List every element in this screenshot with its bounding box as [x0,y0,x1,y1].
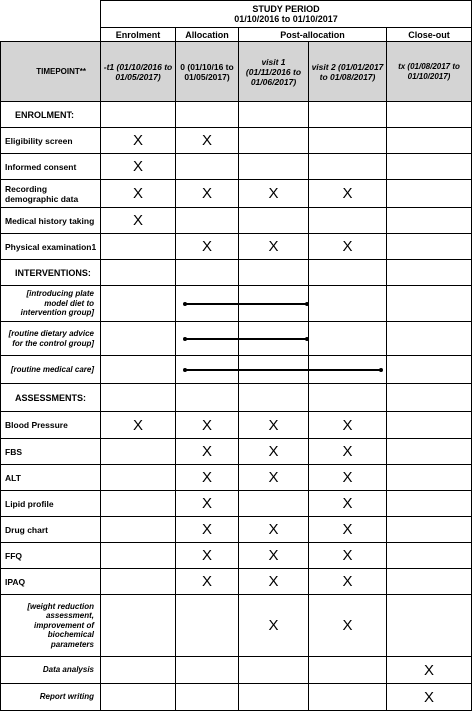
row-label: Medical history taking [1,208,101,234]
phase-allocation: Allocation [176,28,239,42]
x-mark: X [201,469,212,486]
interventions-section-title: INTERVENTIONS: [1,260,101,286]
schedule-cell [101,208,176,234]
schedule-cell [239,684,309,711]
table-row [1,595,472,657]
schedule-cell [239,412,309,439]
timepoint-row [1,42,472,102]
table-row [1,234,472,260]
timepoint-allocation: 0 (01/10/16 to 01/05/2017) [176,42,239,102]
schedule-cell [101,517,176,543]
empty-cell [239,102,309,128]
x-mark: X [268,617,279,634]
x-mark: X [342,617,353,634]
schedule-cell [309,412,387,439]
table-row [1,569,472,595]
x-mark: X [201,185,212,202]
schedule-cell [239,569,309,595]
schedule-cell [309,657,387,684]
table-row [1,465,472,491]
empty-cell [176,384,239,412]
empty-cell [239,260,309,286]
phase-post-allocation: Post-allocation [239,28,387,42]
x-mark: X [268,416,279,434]
blank-corner [1,1,101,28]
empty-cell [309,260,387,286]
schedule-cell [176,439,239,465]
table-body [1,1,472,711]
schedule-cell [101,465,176,491]
schedule-cell [101,491,176,517]
x-mark: X [132,185,143,202]
schedule-cell [176,491,239,517]
schedule-cell [309,234,387,260]
empty-cell [101,102,176,128]
intervention-span-endpoint [183,337,187,341]
table-row [1,491,472,517]
row-label: FFQ [1,543,101,569]
x-mark: X [342,573,353,590]
x-mark: X [268,469,279,486]
enrolment-section-row [1,102,472,128]
intervention-span-line [185,303,307,305]
schedule-cell [387,657,472,684]
phase-close-out: Close-out [387,28,472,42]
schedule-cell [309,491,387,517]
empty-cell [309,102,387,128]
row-label: Data analysis [1,657,101,684]
table-row [1,128,472,154]
schedule-cell [239,208,309,234]
x-mark: X [423,661,434,679]
schedule-cell [101,412,176,439]
schedule-cell [309,439,387,465]
x-mark: X [201,132,212,149]
intervention-span-line [185,338,307,340]
schedule-cell [239,595,309,657]
schedule-cell [387,322,472,356]
row-label: Eligibility screen [1,128,101,154]
schedule-cell [309,569,387,595]
x-mark: X [342,495,353,512]
schedule-cell [309,154,387,180]
table-row [1,412,472,439]
schedule-cell [309,595,387,657]
schedule-cell [387,465,472,491]
x-mark: X [423,688,434,706]
table-row [1,684,472,711]
intervention-span-endpoint [183,302,187,306]
schedule-cell [309,128,387,154]
schedule-cell [176,180,239,208]
intervention-span-line [185,369,381,371]
enrolment-section-title: ENROLMENT: [1,102,101,128]
x-mark: X [342,238,353,255]
x-mark: X [342,521,353,538]
assessments-section-title: ASSESSMENTS: [1,384,101,412]
schedule-cell [309,517,387,543]
schedule-cell [176,569,239,595]
schedule-cell [387,491,472,517]
empty-cell [309,384,387,412]
schedule-cell [239,543,309,569]
x-mark: X [201,573,212,590]
schedule-cell [309,208,387,234]
schedule-cell [101,128,176,154]
schedule-cell [387,412,472,439]
x-mark: X [132,416,143,434]
schedule-cell [101,684,176,711]
schedule-cell [101,569,176,595]
schedule-cell [101,657,176,684]
schedule-cell [309,322,387,356]
row-label: Physical examination1 [1,234,101,260]
x-mark: X [268,573,279,590]
intervention-label: [routine dietary advice for the control group] [1,322,101,356]
schedule-cell [176,208,239,234]
schedule-cell [387,517,472,543]
empty-cell [239,384,309,412]
empty-cell [387,102,472,128]
row-label: Recording demographic data [1,180,101,208]
schedule-cell [309,465,387,491]
empty-cell [387,260,472,286]
table-row [1,439,472,465]
row-label: Blood Pressure [1,412,101,439]
schedule-cell [387,180,472,208]
x-mark: X [201,547,212,564]
schedule-cell [176,234,239,260]
x-mark: X [132,132,143,149]
table-row [1,154,472,180]
x-mark: X [201,416,212,434]
row-label: ALT [1,465,101,491]
schedule-cell [176,595,239,657]
x-mark: X [342,469,353,486]
schedule-cell [387,543,472,569]
schedule-cell [176,657,239,684]
schedule-cell [101,234,176,260]
schedule-cell [387,286,472,322]
timepoint-label: TIMEPOINT** [1,42,101,102]
table-row [1,543,472,569]
intervention-span-endpoint [183,368,187,372]
schedule-cell [387,154,472,180]
assessments-section-row [1,384,472,412]
empty-cell [101,384,176,412]
x-mark: X [342,547,353,564]
schedule-cell [239,128,309,154]
phase-enrolment: Enrolment [101,28,176,42]
schedule-cell [387,208,472,234]
table-row [1,657,472,684]
empty-cell [176,102,239,128]
schedule-cell [101,356,176,384]
schedule-cell [387,439,472,465]
intervention-span-endpoint [305,337,309,341]
schedule-cell [239,657,309,684]
schedule-cell [387,356,472,384]
interventions-section-row [1,260,472,286]
schedule-cell [387,569,472,595]
timepoint-visit-2: visit 2 (01/01/2017 to 01/08/2017) [309,42,387,102]
timepoint-visit-1: visit 1 (01/11/2016 to 01/06/2017) [239,42,309,102]
schedule-cell [239,154,309,180]
x-mark: X [132,212,143,229]
table-row [1,180,472,208]
x-mark: X [201,443,212,460]
schedule-cell [387,234,472,260]
schedule-cell [387,684,472,711]
schedule-cell [176,128,239,154]
schedule-cell [176,465,239,491]
intervention-label: [introducing plate model diet to intervention group] [1,286,101,322]
x-mark: X [268,443,279,460]
x-mark: X [132,158,143,175]
schedule-cell [101,322,176,356]
schedule-cell [101,595,176,657]
schedule-cell [309,543,387,569]
schedule-cell [101,286,176,322]
empty-cell [387,384,472,412]
row-label: [weight reduction assessment, improvement of biochemical parameters [1,595,101,657]
schedule-cell [239,234,309,260]
x-mark: X [342,185,353,202]
row-label: Informed consent [1,154,101,180]
study-period-row [1,1,472,28]
row-label: Drug chart [1,517,101,543]
table-row [1,517,472,543]
study-period-dates: 01/10/2016 to 01/10/2017 [234,14,338,24]
schedule-cell [239,491,309,517]
x-mark: X [201,521,212,538]
schedule-cell [101,154,176,180]
intervention-span-endpoint [379,368,383,372]
blank-corner-2 [1,28,101,42]
schedule-cell [387,128,472,154]
schedule-cell [387,595,472,657]
schedule-cell [176,517,239,543]
empty-cell [101,260,176,286]
x-mark: X [268,547,279,564]
phase-row [1,28,472,42]
x-mark: X [342,416,353,434]
x-mark: X [201,495,212,512]
row-label: Lipid profile [1,491,101,517]
schedule-cell [309,180,387,208]
schedule-cell [101,543,176,569]
empty-cell [176,260,239,286]
schedule-cell [176,412,239,439]
schedule-cell [176,684,239,711]
table-row [1,208,472,234]
schedule-cell [101,180,176,208]
x-mark: X [201,238,212,255]
x-mark: X [268,521,279,538]
intervention-label: [routine medical care] [1,356,101,384]
x-mark: X [268,238,279,255]
schedule-cell [239,517,309,543]
schedule-cell [176,154,239,180]
schedule-cell [309,286,387,322]
study-period-title: STUDY PERIOD [252,4,320,14]
x-mark: X [342,443,353,460]
timepoint-close-out: tx (01/08/2017 to 01/10/2017) [387,42,472,102]
schedule-cell [176,543,239,569]
schedule-cell [309,684,387,711]
schedule-cell [239,465,309,491]
timepoint-enrolment: -t1 (01/10/2016 to 01/05/2017) [101,42,176,102]
x-mark: X [268,185,279,202]
schedule-cell [239,180,309,208]
row-label: Report writing [1,684,101,711]
intervention-span-endpoint [305,302,309,306]
row-label: FBS [1,439,101,465]
schedule-cell [239,439,309,465]
row-label: IPAQ [1,569,101,595]
study-period-header [101,1,472,28]
schedule-cell [101,439,176,465]
